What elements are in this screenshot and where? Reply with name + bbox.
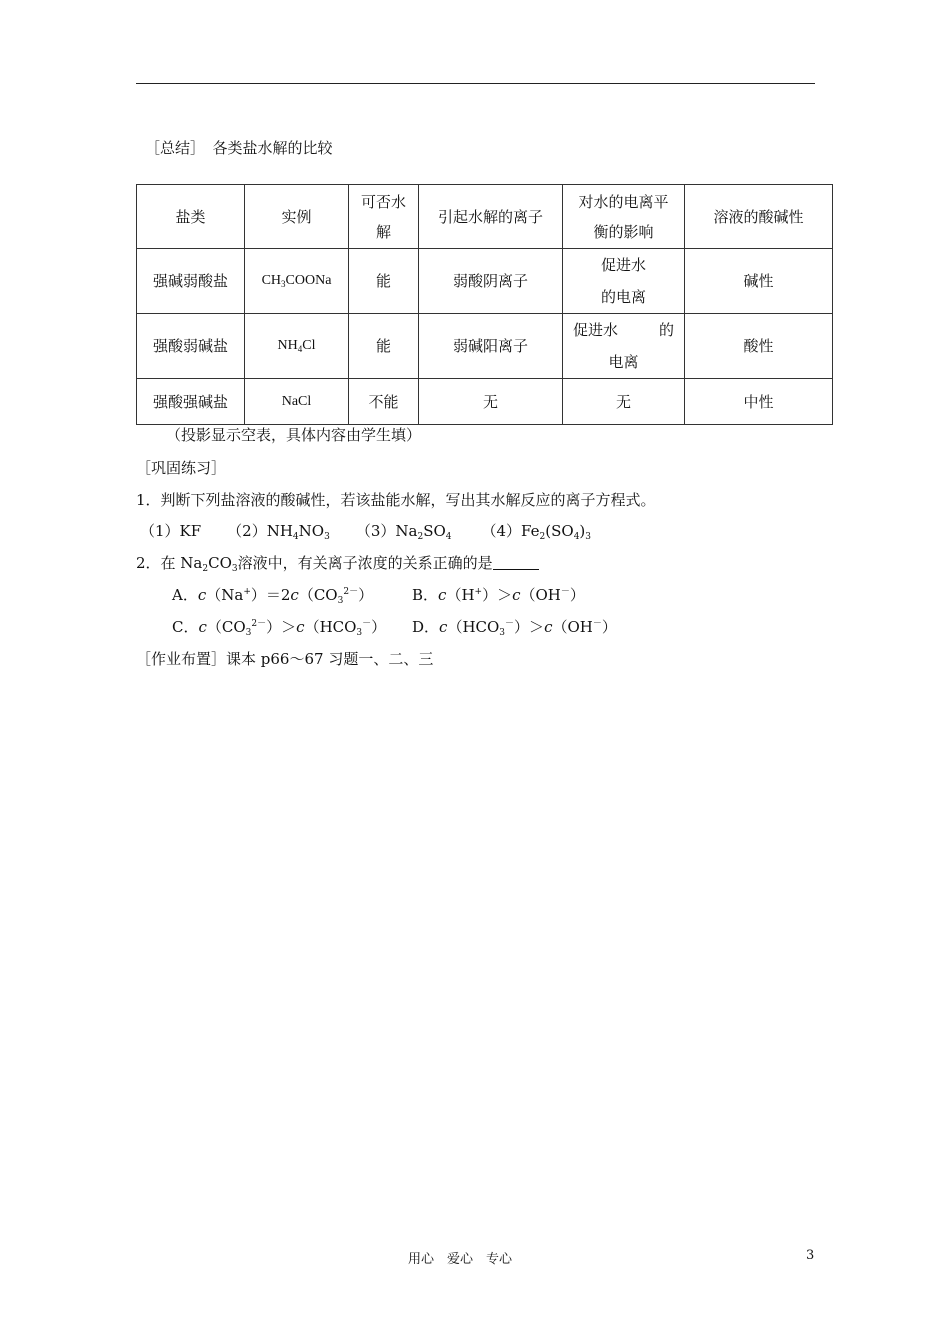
salt-hydrolysis-table: [136, 184, 833, 425]
header-cell: 实例: [245, 185, 349, 249]
table-row: [137, 379, 833, 425]
table-cell: 酸性: [685, 314, 833, 379]
table-cell: 强酸强碱盐: [137, 379, 245, 425]
table-cell: 促进水 的 电离: [563, 314, 685, 379]
table-cell: 强碱弱酸盐: [137, 249, 245, 314]
table-cell: 能: [349, 314, 419, 379]
summary-heading: ［总结］ 各类盐水解的比较: [145, 139, 333, 157]
homework: ［作业布置］课本 p66～67 习题一、二、三: [136, 650, 434, 668]
header-cell: 对水的电离平 衡的影响: [563, 185, 685, 249]
answer-blank[interactable]: [493, 555, 539, 570]
table-cell: 强酸弱碱盐: [137, 314, 245, 379]
table-cell: $NH_4Cl$: [245, 314, 349, 379]
table-cell: 促进水 的电离: [563, 249, 685, 314]
header-rule: [136, 83, 815, 84]
question-1: 1．判断下列盐溶液的酸碱性，若该盐能水解，写出其水解反应的离子方程式。: [136, 491, 656, 509]
footer-motto: 用心 爱心 专心: [408, 1252, 513, 1267]
table-cell: 能: [349, 249, 419, 314]
option-d: D．$c(HCO_3^-)>c(OH^-)$: [412, 618, 617, 638]
table-header-row: [137, 185, 833, 249]
header-cell: 可否水 解: [349, 185, 419, 249]
option-c: C．$c(CO_3^{2-})>c(HCO_3^-)$: [172, 618, 387, 638]
table-cell: 弱酸阴离子: [419, 249, 563, 314]
table-row: [137, 249, 833, 314]
table-cell: 无: [419, 379, 563, 425]
question-1-items: （1）KF $(2)NH_4NO_3$ $(3)Na_2SO_4$ $(4)Fe_2(SO_4)_3$: [140, 522, 592, 542]
table-cell: NaCl: [245, 379, 349, 425]
table-cell: $CH_3COONa$: [245, 249, 349, 314]
table-note: （投影显示空表，具体内容由学生填）: [166, 426, 422, 444]
table-cell: 不能: [349, 379, 419, 425]
table-cell: 弱碱阳离子: [419, 314, 563, 379]
option-b: B．c（H+）＞c（OH－）: [412, 586, 585, 604]
header-cell: 引起水解的离子: [419, 185, 563, 249]
table-cell: 中性: [685, 379, 833, 425]
table-row: [137, 314, 833, 379]
practice-heading: ［巩固练习］: [136, 459, 227, 477]
table-cell: 无: [563, 379, 685, 425]
table-cell: 碱性: [685, 249, 833, 314]
header-cell: 溶液的酸碱性: [685, 185, 833, 249]
header-cell: 盐类: [137, 185, 245, 249]
page-number: 3: [806, 1248, 815, 1263]
option-a: A．$c(Na^+)=2c(CO_3^{2-})$: [172, 586, 374, 606]
question-2: 2．在 $Na_2CO_3$溶液中，有关离子浓度的关系正确的是: [136, 553, 539, 573]
